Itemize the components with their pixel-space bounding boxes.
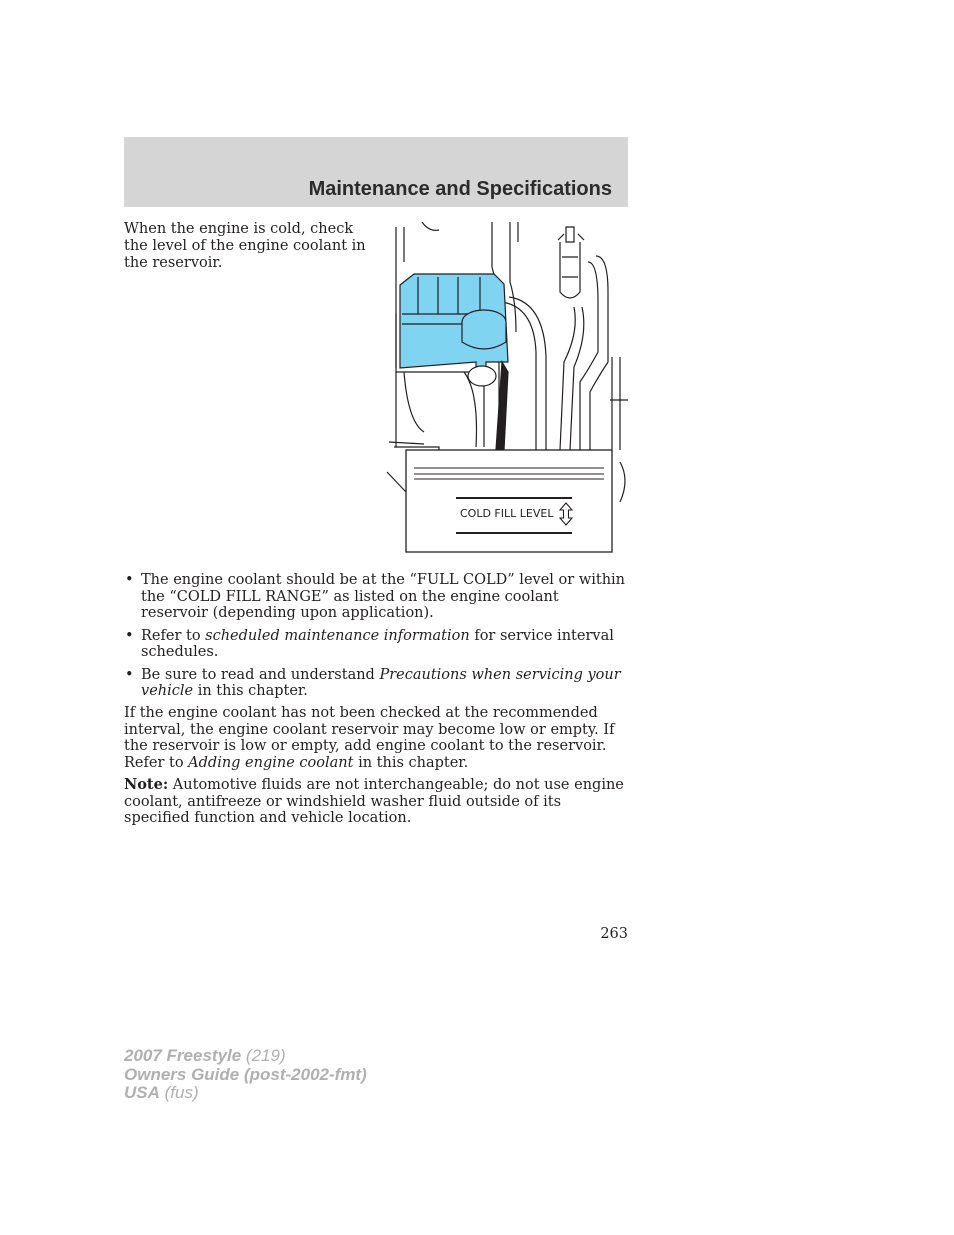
body-paragraph: If the engine coolant has not been checked at the recommended interval, the engine coolant reservoir may become low or empty. If the reservoir is low or empty, add engine coolant to the reservoir. Refer to Adding engine coolant in this chapter. (124, 705, 615, 771)
cold-fill-level-label: COLD FILL LEVEL (460, 507, 554, 520)
bullet-list (124, 572, 630, 706)
section-title: Maintenance and Specifications (308, 178, 612, 200)
document-footer: 2007 Freestyle (219) Owners Guide (post-2002-fmt) USA (fus) (124, 1046, 367, 1102)
coolant-reservoir-illustration (384, 222, 628, 555)
page-number: 263 (600, 926, 628, 942)
bullet-item: • Be sure to read and understand Precautions when servicing your vehicle in this chapter. (124, 667, 630, 700)
bullet-item: • Refer to scheduled maintenance information for service interval schedules. (124, 628, 630, 661)
bullet-item: • The engine coolant should be at the “FULL COLD” level or within the “COLD FILL RANGE” as listed on the engine coolant reservoir (depending upon application). (124, 572, 630, 622)
engine-bay-drawing (384, 222, 628, 555)
section-header-band (124, 137, 628, 207)
intro-text: When the engine is cold, check the level of the engine coolant in the reservoir. (124, 221, 366, 271)
note-paragraph: Note: Automotive fluids are not interchangeable; do not use engine coolant, antifreeze or windshield washer fluid outside of its specified function and vehicle location. (124, 776, 624, 826)
